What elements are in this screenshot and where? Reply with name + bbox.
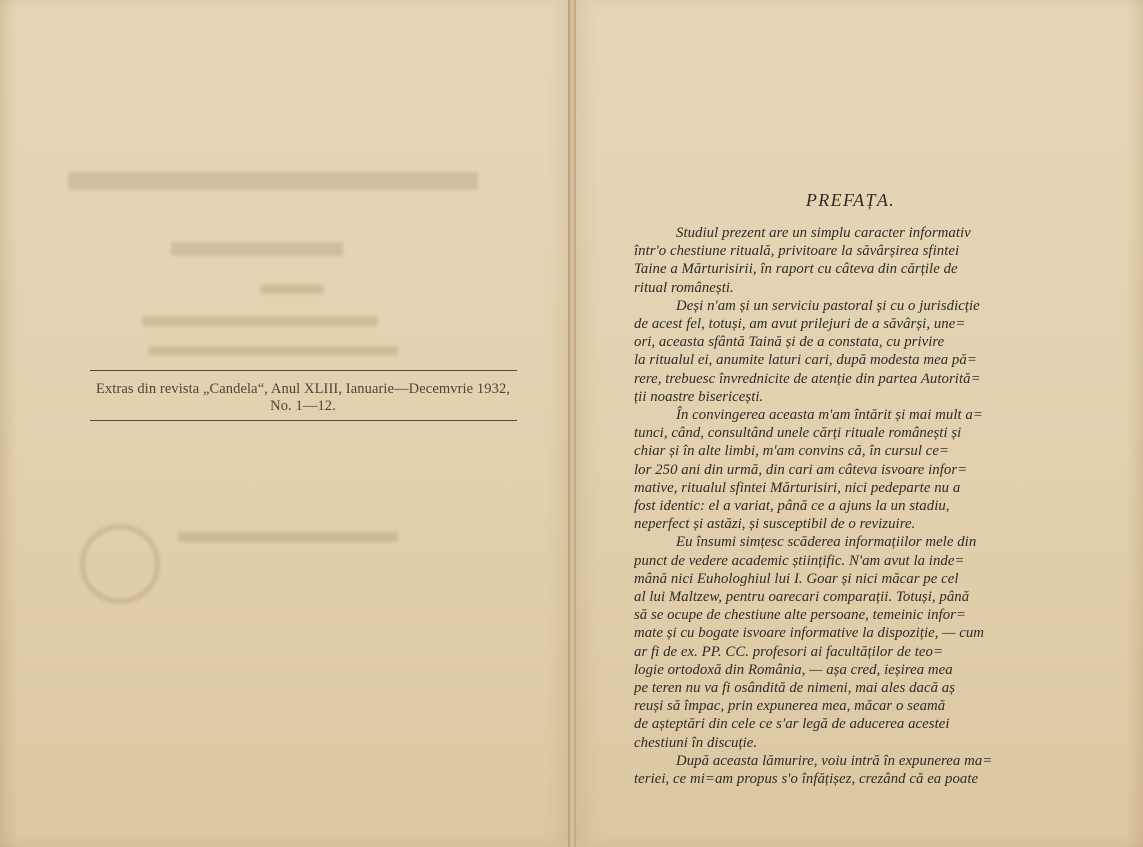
bottom-rule [90, 420, 517, 421]
text-line: În convingerea aceasta m'am întărit și mai mult a= [676, 407, 983, 424]
text-line: Taine a Mărturisirii, în raport cu câteva din cărțile de [634, 261, 958, 278]
text-line: logie ortodoxă din România, — așa cred, ieșirea mea [634, 661, 953, 678]
text-line: După aceasta lămurire, voiu intră în expunerea ma= [676, 752, 993, 769]
extract-line-1: Extras din revista „Candela“, Anul XLIII, Ianuarie—Decemvrie 1932, [95, 381, 511, 397]
text-line: mative, ritualul sfintei Mărturisiri, nici pedeparte nu a [634, 479, 961, 496]
text-line: Studiul prezent are un simplu caracter informativ [676, 225, 971, 241]
text-line: de acest fel, totuși, am avut prilejuri de a săvârși, une= [634, 316, 966, 333]
preface-section [634, 190, 1089, 788]
text-line: mate și cu bogate isvoare informative la dispoziție, — cum [634, 625, 985, 642]
top-rule [90, 370, 517, 371]
text-line: ritual românești. [634, 279, 734, 296]
page-edge-shadow [1126, 0, 1143, 847]
text-line: să se ocupe de chestiune alte persoane, temeinic infor= [634, 607, 967, 624]
text-line: pe teren nu va fi osândită de nimeni, mai ales dacă aș [634, 680, 956, 697]
left-page [0, 0, 571, 847]
text-line: de așteptări din cele ce s'ar legă de aducerea acestei [634, 716, 950, 733]
preface-title: PREFAȚA. [805, 190, 896, 210]
text-line: al lui Maltzew, pentru oarecari comparații. Totuși, până [634, 589, 970, 606]
text-line: Eu însumi simțesc scăderea informațiilor mele din [676, 534, 977, 551]
page-edge-shadow [0, 0, 18, 847]
text-line: rere, trebuesc învrednicite de atenție din partea Autorită= [634, 370, 981, 387]
text-line: ar fi de ex. PP. CC. profesori ai facultăților de teo= [634, 643, 944, 660]
text-line: punct de vedere academic științific. N'am avut la inde= [634, 552, 965, 569]
text-line: reuși să împac, prin expunerea mea, măcar o seamă [634, 698, 946, 715]
text-line: chestiuni în discuție. [634, 734, 758, 751]
text-line: la ritualul ei, anumite laturi cari, după modesta mea pă= [634, 352, 977, 369]
text-line: ții noastre bisericești. [634, 388, 764, 405]
text-line: Deși n'am și un serviciu pastoral și cu o jurisdicție [676, 297, 980, 314]
text-line: într'o chestiune rituală, privitoare la săvârșirea sfintei [634, 243, 960, 260]
text-line: tunci, când, consultând unele cărți rituale românești și [634, 425, 962, 442]
text-line: neperfect și astăzi, și susceptibil de o revizuire. [634, 516, 916, 533]
text-line: chiar și în alte limbi, m'am convins că, în cursul ce= [634, 443, 950, 460]
extract-citation [88, 370, 518, 421]
extract-line-2: No. 1—12. [270, 398, 336, 414]
extract-text [88, 381, 518, 414]
text-line: lor 250 ani din urmă, din cari am câteva isvoare infor= [634, 461, 968, 478]
text-line: teriei, ce mi=am propus s'o înfățișez, crezând că ea poate [634, 771, 979, 788]
text-line: mână nici Euhologhiul lui I. Goar și nici măcar pe cel [634, 570, 959, 587]
text-line: fost identic: el a variat, până ce a ajuns la un stadiu, [634, 498, 950, 515]
right-page [575, 0, 1143, 847]
text-line: ori, aceasta sfântă Taină și de a constata, cu privire [634, 334, 945, 351]
